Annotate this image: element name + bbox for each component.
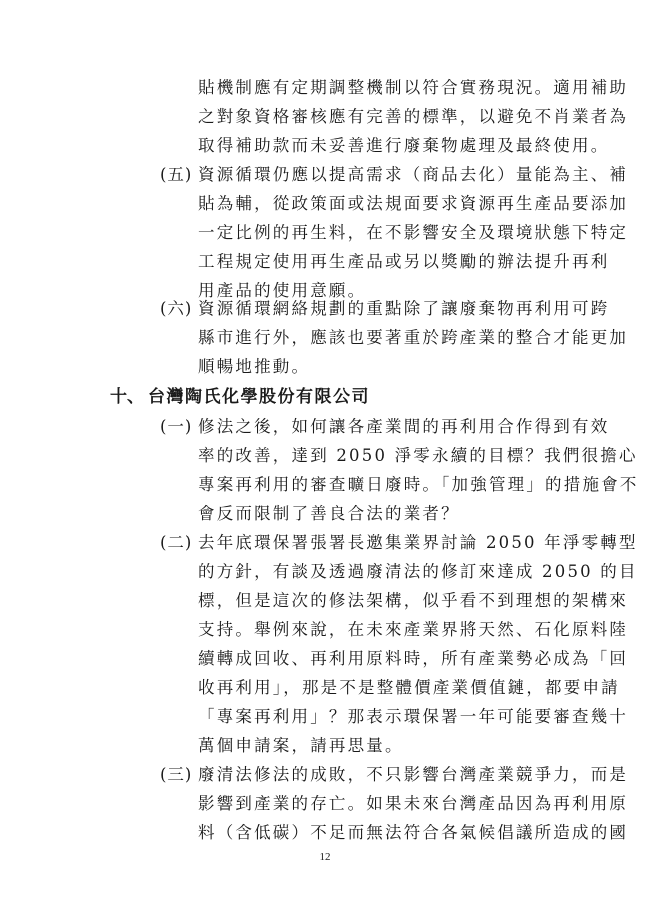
list-marker: (二) (160, 533, 193, 552)
list-marker: (五) (160, 165, 193, 184)
paragraph-line: 資源循環網絡規劃的重點除了讓廢棄物再利用可跨 (198, 299, 610, 318)
section-title: 台灣陶氏化學股份有限公司 (148, 387, 370, 407)
paragraph-line: 去年底環保署張署長邀集業界討論 2050 年淨零轉型 (198, 533, 638, 552)
paragraph-line: 專案再利用的審查曠日廢時。「加強管理」的措施會不 (198, 475, 639, 494)
paragraph-line: 資源循環仍應以提高需求（商品去化）量能為主、補 (198, 165, 629, 184)
paragraph-line: 廢清法修法的成敗，不只影響台灣產業競爭力，而是 (198, 765, 629, 784)
paragraph-line: 支持。舉例來說，在未來產業界將天然、石化原料陸 (198, 620, 629, 639)
list-marker: (一) (160, 417, 193, 436)
paragraph-line: 續轉成回收、再利用原料時，所有產業勢必成為「回 (198, 649, 629, 668)
paragraph-line: 貼機制應有定期調整機制以符合實務現況。適用補助 (198, 78, 629, 97)
paragraph-line: 用產品的使用意願。 (198, 281, 367, 300)
paragraph-line: 修法之後，如何讓各產業間的再利用合作得到有效 (198, 417, 610, 436)
paragraph-line: 順暢地推動。 (198, 357, 311, 376)
paragraph-line: 萬個申請案，請再思量。 (198, 736, 404, 755)
paragraph-line: 收再利用」，那是不是整體價產業價值鏈，都要申請 (198, 678, 620, 697)
paragraph-line: 一定比例的再生料，在不影響安全及環境狀態下特定 (198, 223, 629, 242)
page-number: 12 (319, 851, 331, 863)
paragraph-line: 「專案再利用」？那表示環保署一年可能要審查幾十 (198, 707, 629, 726)
paragraph-line: 之對象資格審核應有完善的標準，以避免不肖業者為 (198, 107, 629, 126)
paragraph-line: 工程規定使用再生產品或另以獎勵的辦法提升再利 (198, 252, 610, 271)
paragraph-line: 貼為輔，從政策面或法規面要求資源再生產品要添加 (198, 194, 629, 213)
paragraph-line: 的方針，有談及透過廢清法的修訂來達成 2050 的目 (198, 562, 638, 581)
paragraph-line: 會反而限制了善良合法的業者？ (198, 504, 460, 523)
paragraph-line: 縣市進行外，應該也要著重於跨產業的整合才能更加 (198, 328, 629, 347)
section-number: 十、 (110, 387, 144, 407)
paragraph-line: 料（含低碳）不足而無法符合各氣候倡議所造成的國 (198, 823, 629, 842)
paragraph-line: 標，但是這次的修法架構，似乎看不到理想的架構來 (198, 591, 629, 610)
list-marker: (六) (160, 299, 193, 318)
paragraph-line: 取得補助款而未妥善進行廢棄物處理及最終使用。 (198, 136, 610, 155)
paragraph-line: 率的改善，達到 2050 淨零永續的目標？我們很擔心 (198, 446, 638, 465)
list-marker: (三) (160, 765, 193, 784)
paragraph-line: 影響到產業的存亡。如果未來台灣產品因為再利用原 (198, 794, 629, 813)
